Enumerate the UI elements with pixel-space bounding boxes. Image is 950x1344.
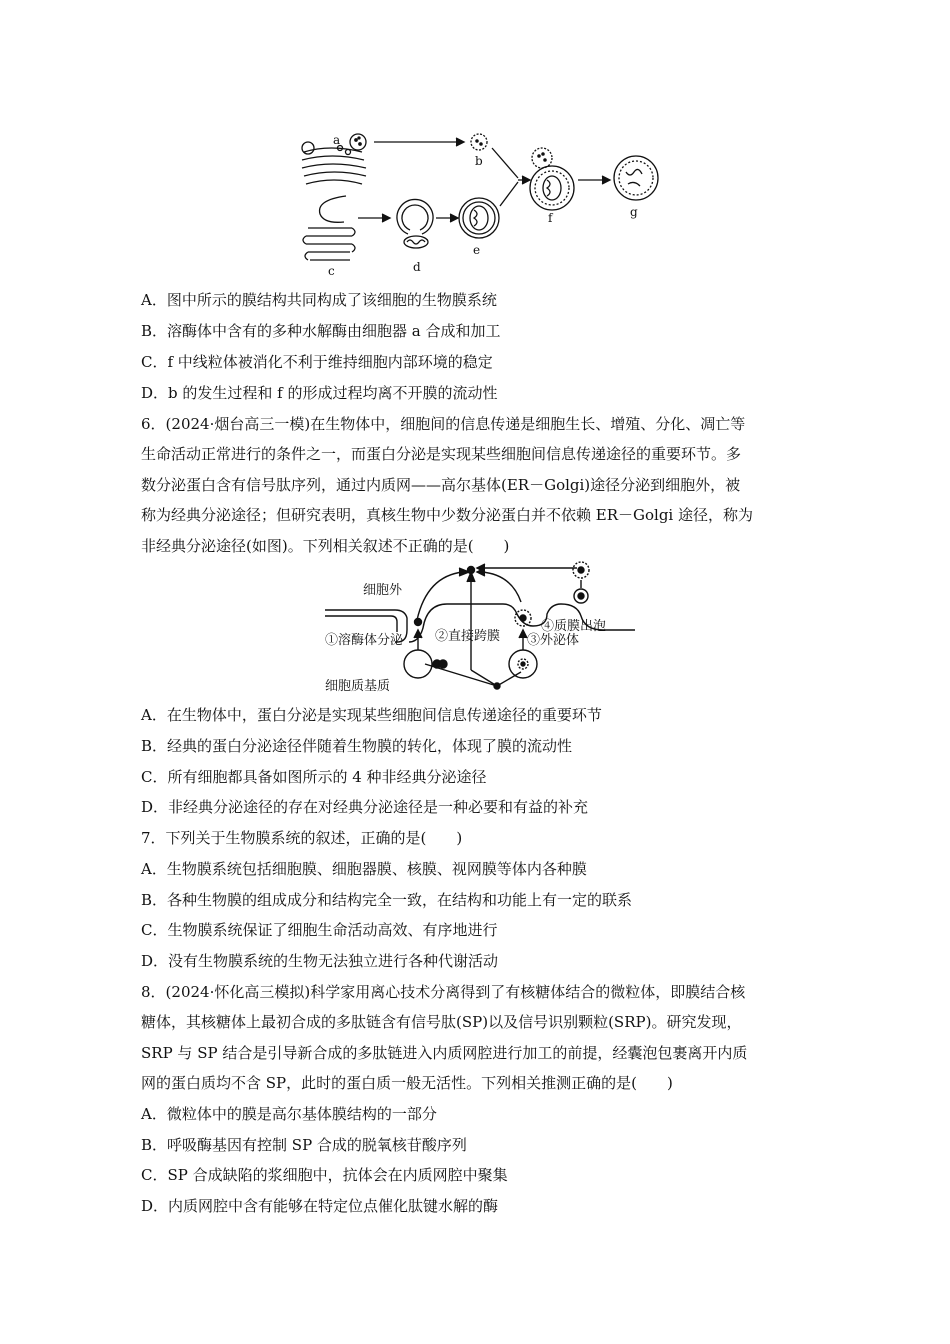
lysosome [404, 650, 432, 678]
secretion-figure [325, 560, 635, 694]
label-f: f [548, 211, 553, 225]
label-path2: ②直接跨膜 [435, 629, 501, 644]
label-e: e [473, 243, 481, 257]
q8-stem-line: 糖体，其核糖体上最初合成的多肽链含有信号肽(SP)以及信号识别颗粒(SRP)。研究发现， [141, 1013, 742, 1031]
autophagosome-e [459, 198, 499, 238]
label-c: c [328, 264, 335, 278]
q7-option-a: A．生物膜系统包括细胞膜、细胞器膜、核膜、视网膜等体内各种膜 [141, 860, 587, 878]
q8-option-c: C．SP 合成缺陷的浆细胞中，抗体会在内质网腔中聚集 [141, 1166, 508, 1184]
q7-option-b: B．各种生物膜的组成成分和结构完全一致，在结构和功能上有一定的联系 [141, 891, 633, 909]
vesicle-a [350, 134, 366, 150]
q8-stem-line: 网的蛋白质均不含 SP，此时的蛋白质一般无活性。下列相关推测正确的是( ) [141, 1074, 673, 1092]
secretion-diagram [325, 560, 635, 694]
q5-option-c: C．f 中线粒体被消化不利于维持细胞内部环境的稳定 [141, 353, 493, 371]
residual-body-g [614, 156, 658, 200]
label-g: g [630, 205, 638, 219]
label-path1: ①溶酶体分泌 [325, 633, 404, 648]
label-d: d [413, 260, 421, 274]
q5-option-b: B．溶酶体中含有的多种水解酶由细胞器 a 合成和加工 [141, 322, 501, 340]
q8-option-b: B．呼吸酶基因有控制 SP 合成的脱氧核苷酸序列 [141, 1136, 467, 1154]
autophagy-diagram [296, 130, 666, 278]
q6-option-b: B．经典的蛋白分泌途径伴随着生物膜的转化，体现了膜的流动性 [141, 737, 573, 755]
label-a: a [333, 133, 341, 147]
autophagy-figure [296, 130, 666, 278]
lysosome-b [471, 134, 487, 150]
label-b: b [475, 154, 483, 168]
q5-option-a: A．图中所示的膜结构共同构成了该细胞的生物膜系统 [141, 291, 497, 309]
label-cytoplasm: 细胞质基质 [325, 679, 391, 694]
q6-stem-line: 6．(2024·烟台高三一模)在生物体中，细胞间的信息传递是细胞生长、增殖、分化、凋亡等 [141, 415, 746, 433]
q6-option-c: C．所有细胞都具备如图所示的 4 种非经典分泌途径 [141, 768, 487, 786]
label-path4: ④质膜出泡 [541, 619, 607, 634]
q7-option-c: C．生物膜系统保证了细胞生命活动高效、有序地进行 [141, 921, 498, 939]
autolysosome-f [530, 166, 574, 210]
q6-stem-line: 生命活动正常进行的条件之一，而蛋白分泌是实现某些细胞间信息传递途径的重要环节。多 [141, 445, 742, 463]
q8-stem-line: SRP 与 SP 结合是引导新合成的多肽链进入内质网腔进行加工的前提，经囊泡包裹离开内质 [141, 1044, 748, 1062]
q7-option-d: D．没有生物膜系统的生物无法独立进行各种代谢活动 [141, 952, 499, 970]
label-path3: ③外泌体 [527, 633, 580, 648]
q6-stem-line: 称为经典分泌途径；但研究表明，真核生物中少数分泌蛋白并不依赖 ER－Golgi 途径，称为 [141, 506, 753, 524]
q6-option-a: A．在生物体中，蛋白分泌是实现某些细胞间信息传递途径的重要环节 [141, 706, 602, 724]
q8-option-d: D．内质网腔中含有能够在特定位点催化肽键水解的酶 [141, 1197, 499, 1215]
q6-stem-line: 非经典分泌途径(如图)。下列相关叙述不正确的是( ) [141, 537, 510, 555]
q6-stem-line: 数分泌蛋白含有信号肽序列，通过内质网——高尔基体(ER－Golgi)途径分泌到细胞外，被 [141, 476, 741, 494]
q8-stem-line: 8．(2024·怀化高三模拟)科学家用离心技术分离得到了有核糖体结合的微粒体，即膜结合核 [141, 983, 746, 1001]
q6-option-d: D．非经典分泌途径的存在对经典分泌途径是一种必要和有益的补充 [141, 798, 589, 816]
label-outside: 细胞外 [363, 583, 403, 598]
q8-option-a: A．微粒体中的膜是高尔基体膜结构的一部分 [141, 1105, 437, 1123]
q7-stem: 7．下列关于生物膜系统的叙述，正确的是( ) [141, 829, 463, 847]
er-c [320, 196, 346, 222]
q5-option-d: D．b 的发生过程和 f 的形成过程均离不开膜的流动性 [141, 384, 498, 402]
